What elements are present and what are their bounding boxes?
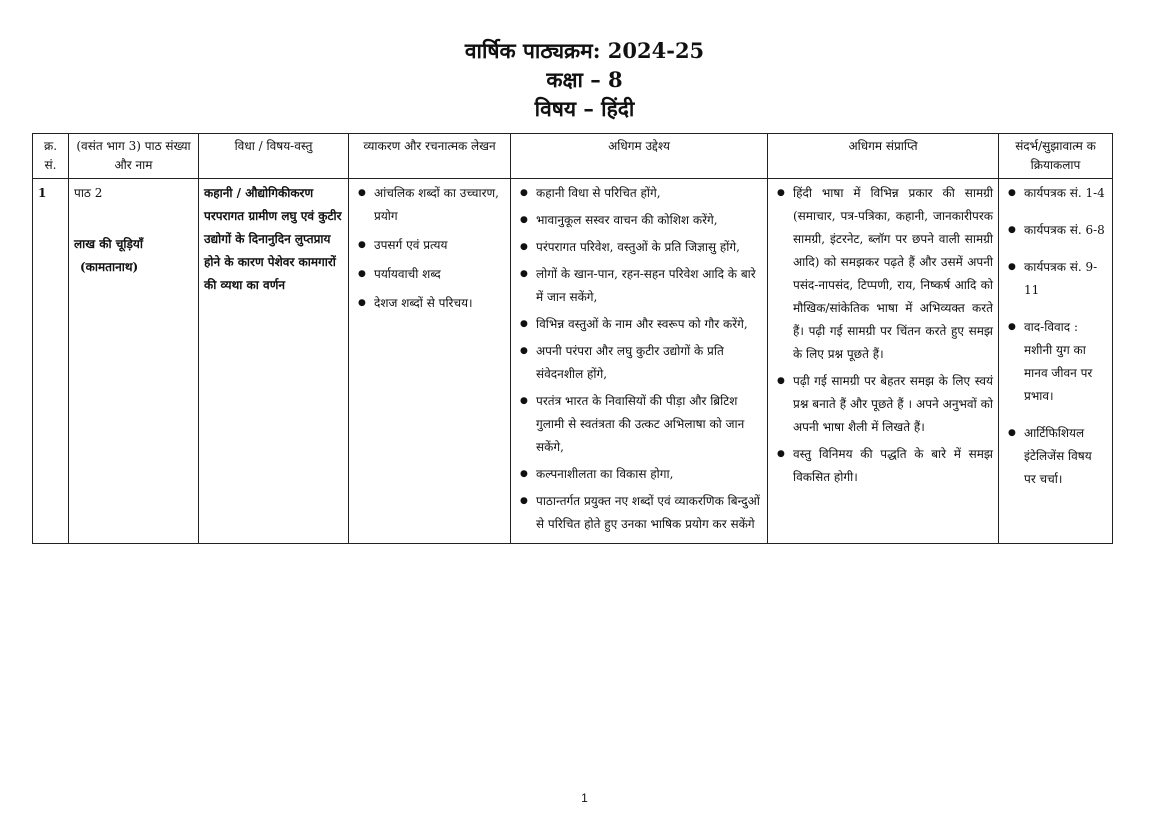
- activities-cell: [999, 179, 1113, 544]
- list-item: ● अपनी परंपरा और लघु कुटीर उद्योगों के प्रति संवेदनशील होंगे,: [536, 340, 762, 386]
- document-header: [0, 36, 1169, 123]
- list-item: ● कार्यपत्रक सं. 1-4: [1024, 182, 1107, 205]
- list-item: ● वाद-विवाद : मशीनी युग का मानव जीवन पर प्रभाव।: [1024, 316, 1107, 408]
- list-item: ● कार्यपत्रक सं. 6-8: [1024, 219, 1107, 242]
- header-outcomes: अधिगम संप्राप्ति: [768, 134, 999, 179]
- list-item: ● हिंदी भाषा में विभिन्न प्रकार की सामग्री (समाचार, पत्र-पत्रिका, कहानी, जानकारीपरक सामग्री, इंटरनेट, ब्लॉग पर छपने वाली सामग्री आदि) को समझकर पढ़ते हैं और उसमें अपनी पसंद-नापसंद, टिप्पणी, राय, निष्कर्ष आदि को मौखिक/सांकेतिक भाषा में अभिव्यक्त करते हैं। पढ़ी गई सामग्री पर चिंतन करते हुए समझ के लिए प्रश्न पूछते हैं।: [793, 182, 993, 366]
- header-objectives: अधिगम उद्देश्य: [511, 134, 768, 179]
- header-serial: क्र. सं.: [33, 134, 69, 179]
- outcomes-cell: [768, 179, 999, 544]
- page-number: 1: [581, 791, 588, 805]
- list-item: ● पर्यायवाची शब्द: [374, 263, 505, 286]
- list-item: ● विभिन्न वस्तुओं के नाम और स्वरूप को गौर करेंगे,: [536, 313, 762, 336]
- serial-cell: 1: [33, 179, 69, 544]
- document-title: वार्षिक पाठ्यक्रम: 2024-25: [464, 38, 705, 63]
- list-item: ● पाठान्तर्गत प्रयुक्त नए शब्दों एवं व्याकरणिक बिन्दुओं से परिचित होते हुए उनका भाषिक प्रयोग कर सकेंगे: [536, 490, 762, 536]
- list-item: ● लोगों के खान-पान, रहन-सहन परिवेश आदि के बारे में जान सकेंगे,: [536, 263, 762, 309]
- list-item: ● आर्टिफिशियल इंटेलिजेंस विषय पर चर्चा।: [1024, 422, 1107, 491]
- header-lesson: (वसंत भाग 3) पाठ संख्या और नाम: [69, 134, 199, 179]
- objectives-list: [516, 182, 762, 536]
- header-activities: संदर्भ/सुझावात्म क क्रियाकलाप: [999, 134, 1113, 179]
- lesson-cell: [69, 179, 199, 544]
- lesson-name: लाख की चूड़ियाँ: [74, 237, 143, 251]
- header-grammar: व्याकरण और रचनात्मक लेखन: [349, 134, 511, 179]
- table-header-row: [33, 134, 1113, 179]
- list-item: ● उपसर्ग एवं प्रत्यय: [374, 234, 505, 257]
- list-item: ● आंचलिक शब्दों का उच्चारण, प्रयोग: [374, 182, 505, 228]
- genre-cell: कहानी / औद्योगिकीकरण परपरागत ग्रामीण लघु एवं कुटीर उद्योगों के दिनानुदिन लुप्तप्राय होने के कारण पेशेवर कामगारों की व्यथा का वर्णन: [199, 179, 349, 544]
- list-item: ● देशज शब्दों से परिचय।: [374, 292, 505, 315]
- activities-list: [1004, 182, 1107, 491]
- list-item: ● वस्तु विनिमय की पद्धति के बारे में समझ विकसित होगी।: [793, 443, 993, 489]
- lesson-author: (कामतानाथ): [80, 260, 139, 274]
- list-item: ● पढ़ी गई सामग्री पर बेहतर समझ के लिए स्वयं प्रश्न बनाते हैं और पूछते हैं । अपने अनुभवों को अपनी भाषा शैली में लिखते हैं।: [793, 370, 993, 439]
- table-row: [33, 179, 1113, 544]
- list-item: ● भावानुकूल सस्वर वाचन की कोशिश करेंगे,: [536, 209, 762, 232]
- objectives-cell: [511, 179, 768, 544]
- outcomes-list: [773, 182, 993, 489]
- lesson-number: पाठ 2: [74, 186, 103, 200]
- grammar-list: [354, 182, 505, 315]
- list-item: ● कार्यपत्रक सं. 9-11: [1024, 256, 1107, 302]
- class-heading: कक्षा – 8: [546, 67, 623, 92]
- list-item: ● कल्पनाशीलता का विकास होगा,: [536, 463, 762, 486]
- list-item: ● परंपरागत परिवेश, वस्तुओं के प्रति जिज्ञासु होंगे,: [536, 236, 762, 259]
- list-item: ● कहानी विधा से परिचित होंगे,: [536, 182, 762, 205]
- grammar-cell: [349, 179, 511, 544]
- syllabus-table: [32, 133, 1113, 544]
- subject-heading: विषय – हिंदी: [534, 96, 635, 121]
- list-item: ● परतंत्र भारत के निवासियों की पीड़ा और ब्रिटिश गुलामी से स्वतंत्रता की उत्कट अभिलाषा को जान सकेंगे,: [536, 390, 762, 459]
- header-genre: विधा / विषय-वस्तु: [199, 134, 349, 179]
